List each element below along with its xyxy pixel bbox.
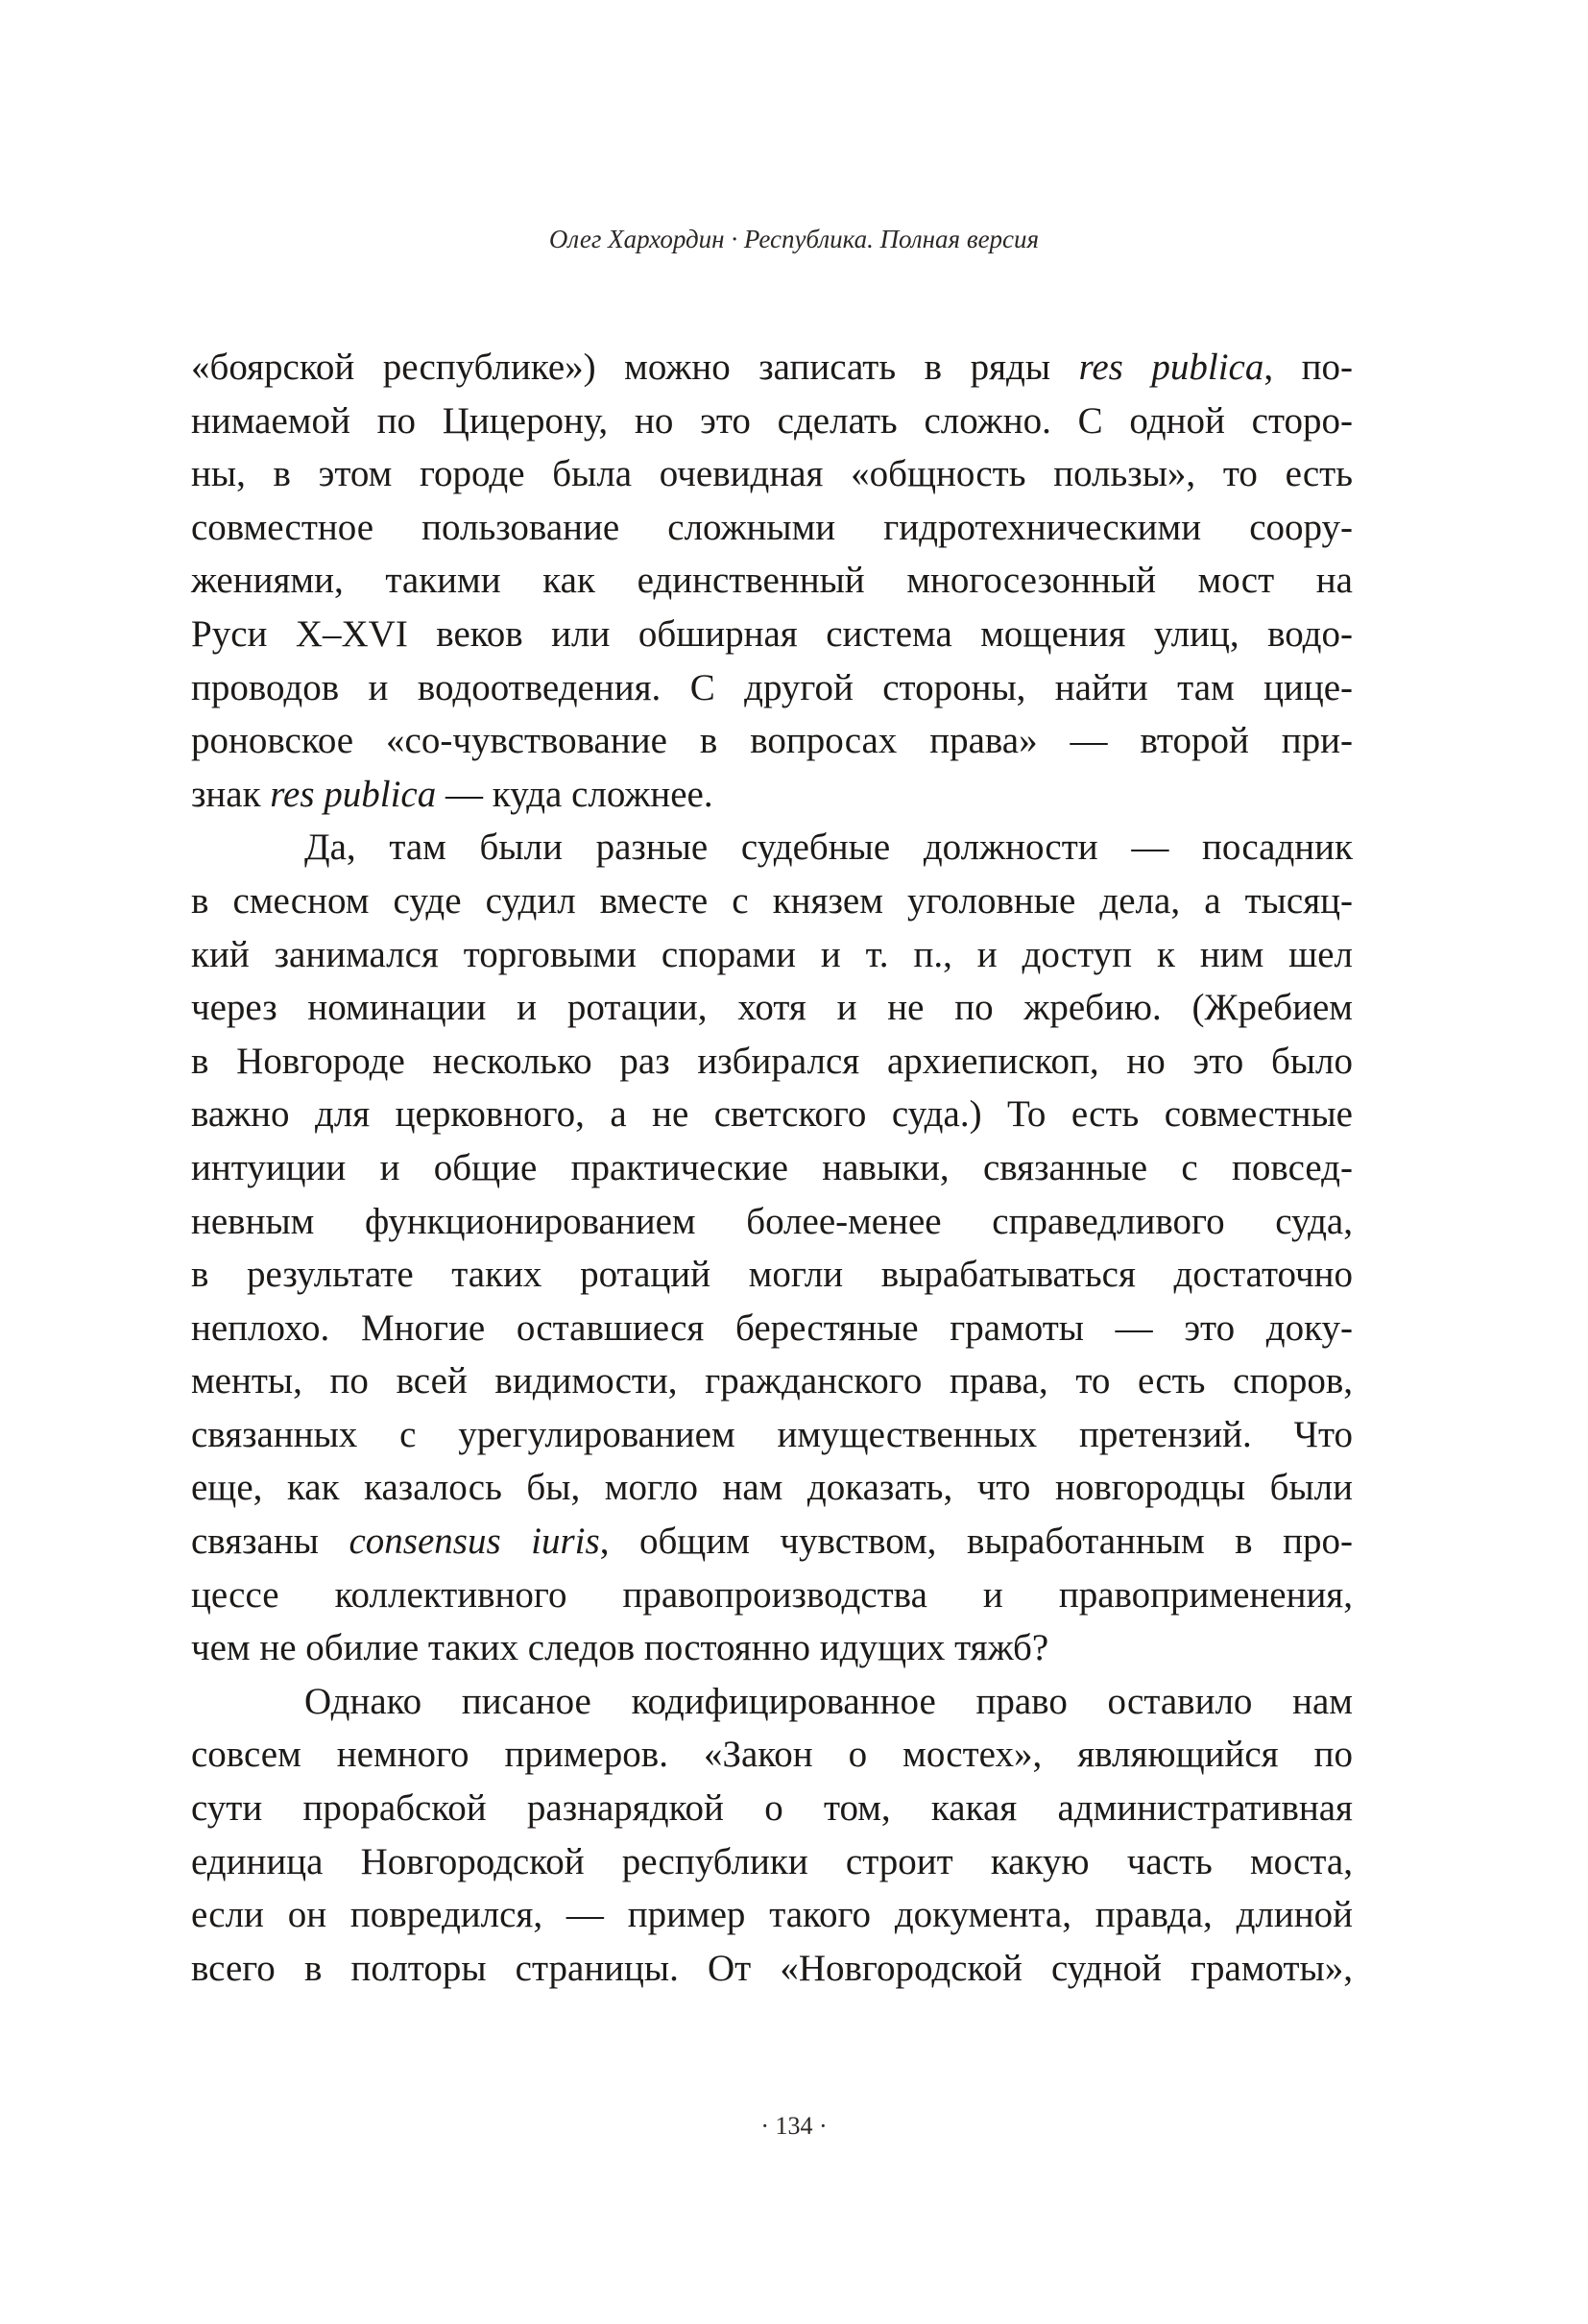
text-line bbox=[191, 608, 1353, 661]
text-segment: менты, по всей видимости, гражданского права, то есть споров, bbox=[191, 1360, 1353, 1402]
text-segment: совсем немного примеров. «Закон о мостех», являющийся по bbox=[191, 1734, 1353, 1776]
text-segment: , общим чувством, выработанным в про- bbox=[599, 1521, 1353, 1563]
text-segment: связанных с урегулированием имущественных претензий. Что bbox=[191, 1413, 1353, 1455]
text-line bbox=[191, 981, 1353, 1035]
text-segment: неплохо. Многие оставшиеся берестяные грамоты — это доку- bbox=[191, 1306, 1353, 1349]
text-line bbox=[191, 341, 1353, 395]
text-line bbox=[191, 1141, 1353, 1195]
text-line bbox=[191, 1675, 1353, 1729]
text-line bbox=[191, 1569, 1353, 1622]
text-segment: ны, в этом городе была очевидная «общность пользы», то есть bbox=[191, 453, 1353, 495]
text-line bbox=[191, 447, 1353, 501]
text-line bbox=[191, 1408, 1353, 1462]
text-line bbox=[191, 1302, 1353, 1355]
body-text bbox=[191, 341, 1353, 1995]
text-line bbox=[191, 661, 1353, 715]
text-segment: Однако писаное кодифицированное право оставило нам bbox=[304, 1680, 1353, 1722]
text-segment: Руси X–XVI веков или обширная система мощения улиц, водо- bbox=[191, 612, 1353, 655]
text-line bbox=[191, 1515, 1353, 1569]
page-number: · 134 · bbox=[760, 2112, 828, 2140]
italic-term: consensus iuris bbox=[349, 1521, 600, 1563]
text-line bbox=[191, 1942, 1353, 1996]
text-line bbox=[191, 395, 1353, 448]
text-line bbox=[191, 768, 1353, 822]
text-segment: проводов и водоотведения. С другой стороны, найти там цице- bbox=[191, 666, 1353, 708]
text-segment: — куда сложнее. bbox=[436, 773, 713, 815]
text-segment: Да, там были разные судебные должности — посадник bbox=[304, 827, 1353, 869]
italic-term: res publica bbox=[270, 773, 437, 815]
text-segment: единица Новгородской республики строит какую часть моста, bbox=[191, 1840, 1353, 1882]
text-segment: через номинации и ротации, хотя и не по жребию. (Жребием bbox=[191, 987, 1353, 1029]
text-line bbox=[191, 1088, 1353, 1141]
text-segment: нимаемой по Цицерону, но это сделать сложно. С одной сторо- bbox=[191, 399, 1353, 442]
running-head: Олег Хархордин · Республика. Полная версия bbox=[548, 225, 1040, 253]
text-segment: связаны bbox=[191, 1521, 349, 1563]
text-line bbox=[191, 1248, 1353, 1302]
text-segment: всего в полторы страницы. От «Новгородской судной грамоты», bbox=[191, 1947, 1353, 1989]
text-line bbox=[191, 821, 1353, 874]
text-segment: важно для церковного, а не светского суда.) То есть совместные bbox=[191, 1093, 1353, 1136]
text-segment: , по- bbox=[1263, 347, 1353, 388]
text-segment: в результате таких ротаций могли вырабатываться достаточно bbox=[191, 1254, 1353, 1296]
text-segment: в смесном суде судил вместе с князем уголовные дела, а тысяц- bbox=[191, 879, 1353, 922]
text-segment: в Новгороде несколько раз избирался архиепископ, но это было bbox=[191, 1040, 1353, 1082]
text-segment: жениями, такими как единственный многосезонный мост на bbox=[191, 560, 1353, 602]
text-segment: кий занимался торговыми спорами и т. п., и доступ к ним шел bbox=[191, 933, 1353, 975]
text-line bbox=[191, 1035, 1353, 1089]
italic-term: res publica bbox=[1078, 347, 1264, 388]
text-line bbox=[191, 1195, 1353, 1249]
text-line bbox=[191, 1782, 1353, 1835]
text-segment: еще, как казалось бы, могло нам доказать, что новгородцы были bbox=[191, 1467, 1353, 1509]
text-line bbox=[191, 554, 1353, 608]
text-segment: чем не обилие таких следов постоянно идущих тяжб? bbox=[191, 1627, 1049, 1669]
text-line bbox=[191, 1835, 1353, 1889]
text-line bbox=[191, 1888, 1353, 1942]
text-segment: невным функционированием более-менее справедливого суда, bbox=[191, 1200, 1353, 1242]
text-line bbox=[191, 1354, 1353, 1408]
text-line bbox=[191, 928, 1353, 982]
text-line bbox=[191, 1621, 1353, 1675]
text-segment: роновское «со-чувствование в вопросах права» — второй при- bbox=[191, 720, 1353, 762]
text-segment: знак bbox=[191, 773, 271, 815]
text-segment: сути прорабской разнарядкой о том, какая административная bbox=[191, 1787, 1353, 1830]
text-segment: интуиции и общие практические навыки, связанные с повсед- bbox=[191, 1146, 1353, 1188]
text-segment: совместное пользование сложными гидротехническими соору- bbox=[191, 506, 1353, 548]
text-line bbox=[191, 501, 1353, 555]
text-line bbox=[191, 1461, 1353, 1515]
text-line bbox=[191, 714, 1353, 768]
text-line bbox=[191, 874, 1353, 928]
text-segment: если он повредился, — пример такого документа, правда, длиной bbox=[191, 1894, 1353, 1936]
text-segment: «боярской республике») можно записать в ряды bbox=[191, 347, 1079, 388]
text-segment: цессе коллективного правопроизводства и правоприменения, bbox=[191, 1573, 1353, 1616]
text-line bbox=[191, 1728, 1353, 1782]
